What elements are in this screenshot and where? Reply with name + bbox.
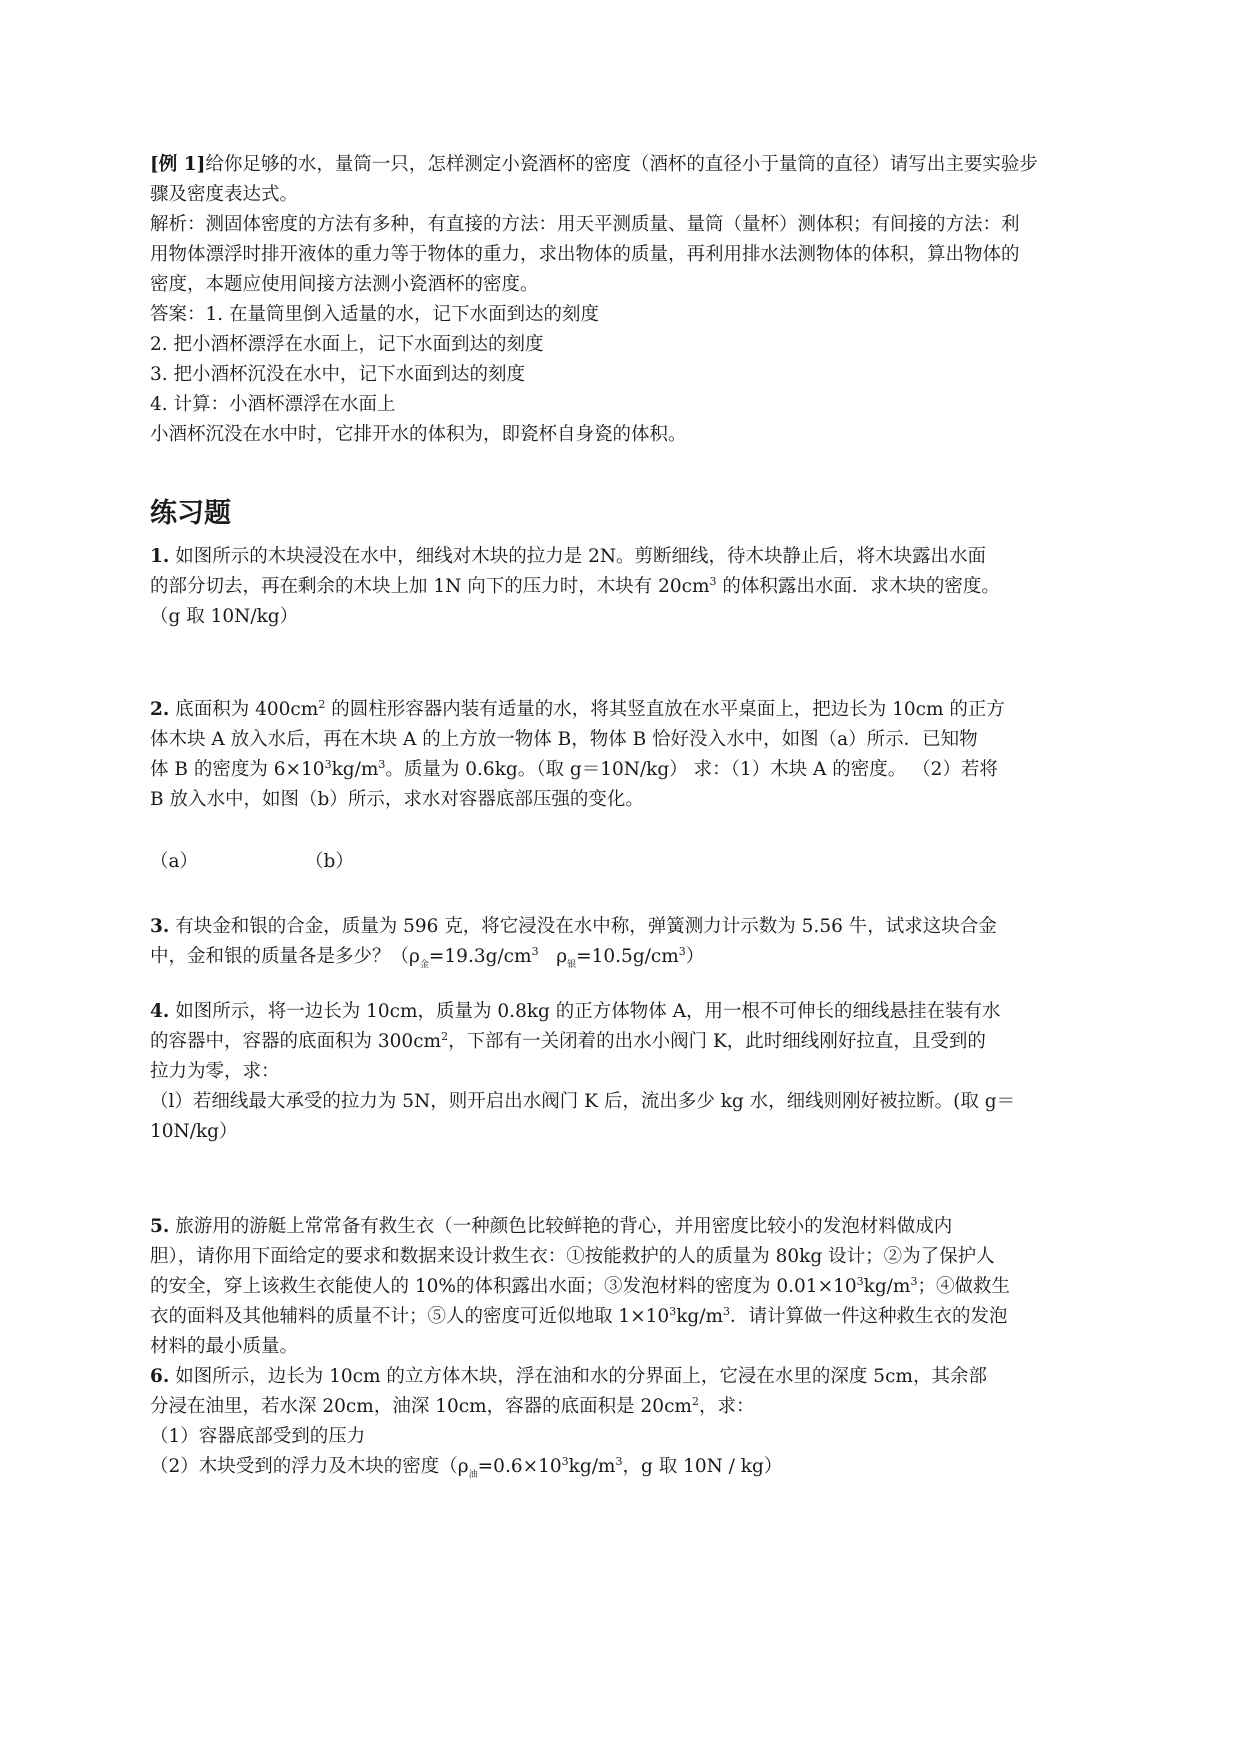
question-2: 2. 底面积为 $400cm^2$ 的圆柱形容器内装有适量的水，将其竖直放在水平桌面上，把边长为 10cm 的正方 体木块 A 放入水后，再在木块 A 的上方放一物体 B，物体 B 恰好没入水中，如图（a）所示．已知物 体 B 的密度为 $6\times 10^3kg/m^3$。质量为 0.6kg。（取 g＝10N/kg） 求：（1）木块 A 的密度。 （2）若将 B 放入水中，如图（b）所示，求水对容器底部压强的变化。: [150, 698, 1005, 810]
analysis-line: 密度，本题应使用间接方法测小瓷酒杯的密度。: [150, 274, 539, 295]
question-3: 3. 有块金和银的合金，质量为 596 克，将它浸没在水中称，弹簧测力计示数为 5.56 牛，试求这块合金 中，金和银的质量各是多少？（$\rho_金=19.3g/cm^3$ $\rho_银=10.5g/cm^3$）: [150, 916, 997, 970]
question-number: 5.: [150, 1216, 170, 1237]
question-6: 6. 如图所示，边长为 10cm 的立方体木块，浮在油和水的分界面上，它浸在水里的深度 5cm，其余部 分浸在油里，若水深 20cm，油深 10cm，容器的底面积是 $20cm^2$，求： （1）容器底部受到的压力 （2）木块受到的浮力及木块的密度（$\rho_油=0.6\times 10^3kg/m^3$，g 取 10N / kg）: [150, 1366, 987, 1480]
analysis-line: 用物体漂浮时排开液体的重力等于物体的重力，求出物体的质量，再利用排水法测物体的体积，算出物体的: [150, 244, 1020, 265]
question-1: 1. 如图所示的木块浸没在水中，细线对木块的拉力是 2N。剪断细线，待木块静止后，将木块露出水面 的部分切去，再在剩余的木块上加 1N 向下的压力时，木块有 $20cm^3$ 的体积露出水面．求木块的密度。 （g 取 10N/kg）: [150, 546, 1000, 627]
figure-label-a: （a）: [150, 851, 199, 872]
section-title: 练习题: [150, 498, 231, 529]
example-line: [例 1]给你足够的水，量筒一只，怎样测定小瓷酒杯的密度（酒杯的直径小于量筒的直径）请写出主要实验步: [150, 154, 1038, 175]
question-number: 2.: [150, 699, 170, 720]
question-number: 6.: [150, 1366, 170, 1387]
question-4: 4. 如图所示，将一边长为 10cm，质量为 0.8kg 的正方体物体 A，用一根不可伸长的细线悬挂在装有水 的容器中，容器的底面积为 $300cm^2$，下部有一关闭着的出水小阀门 K，此时细线刚好拉直，且受到的 拉力为零，求： （l）若细线最大承受的拉力为 5N，则开启出水阀门 K 后，流出多少 kg 水，细线则刚好被拉断。(取 g＝ 10N/kg）: [150, 1001, 1016, 1142]
figure-label-b: （b）: [305, 851, 354, 872]
answer-line: 2. 把小酒杯漂浮在水面上，记下水面到达的刻度: [150, 334, 544, 355]
answer-line: 小酒杯沉没在水中时，它排开水的体积为，即瓷杯自身瓷的体积。: [150, 424, 687, 445]
example-tag: [例 1]: [150, 154, 206, 175]
example-line: 骤及密度表达式。: [150, 184, 299, 205]
answer-line: 4. 计算：小酒杯漂浮在水面上: [150, 394, 396, 415]
answer-line: 答案：1. 在量筒里倒入适量的水，记下水面到达的刻度: [150, 304, 600, 325]
question-number: 3.: [150, 916, 170, 937]
analysis-line: 解析：测固体密度的方法有多种，有直接的方法：用天平测质量、量筒（量杯）测体积；有间接的方法：利: [150, 214, 1020, 235]
question-number: 4.: [150, 1001, 170, 1022]
answer-line: 3. 把小酒杯沉没在水中，记下水面到达的刻度: [150, 364, 526, 385]
question-number: 1.: [150, 546, 170, 567]
question-5: 5. 旅游用的游艇上常常备有救生衣（一种颜色比较鲜艳的背心，并用密度比较小的发泡材料做成内 胆），请你用下面给定的要求和数据来设计救生衣：①按能救护的人的质量为 80kg 设计；②为了保护人 的安全，穿上该救生衣能使人的 10%的体积露出水面；③发泡材料的密度为 $0.01\times 10^3kg/m^3$；④做救生 衣的面料及其他辅料的质量不计；⑤人的密度可近似地取 $1\times 10^3kg/m^3$．请计算做一件这种救生衣的发泡 材料的最小质量。: [150, 1216, 1010, 1357]
example-1: [150, 150, 1095, 450]
